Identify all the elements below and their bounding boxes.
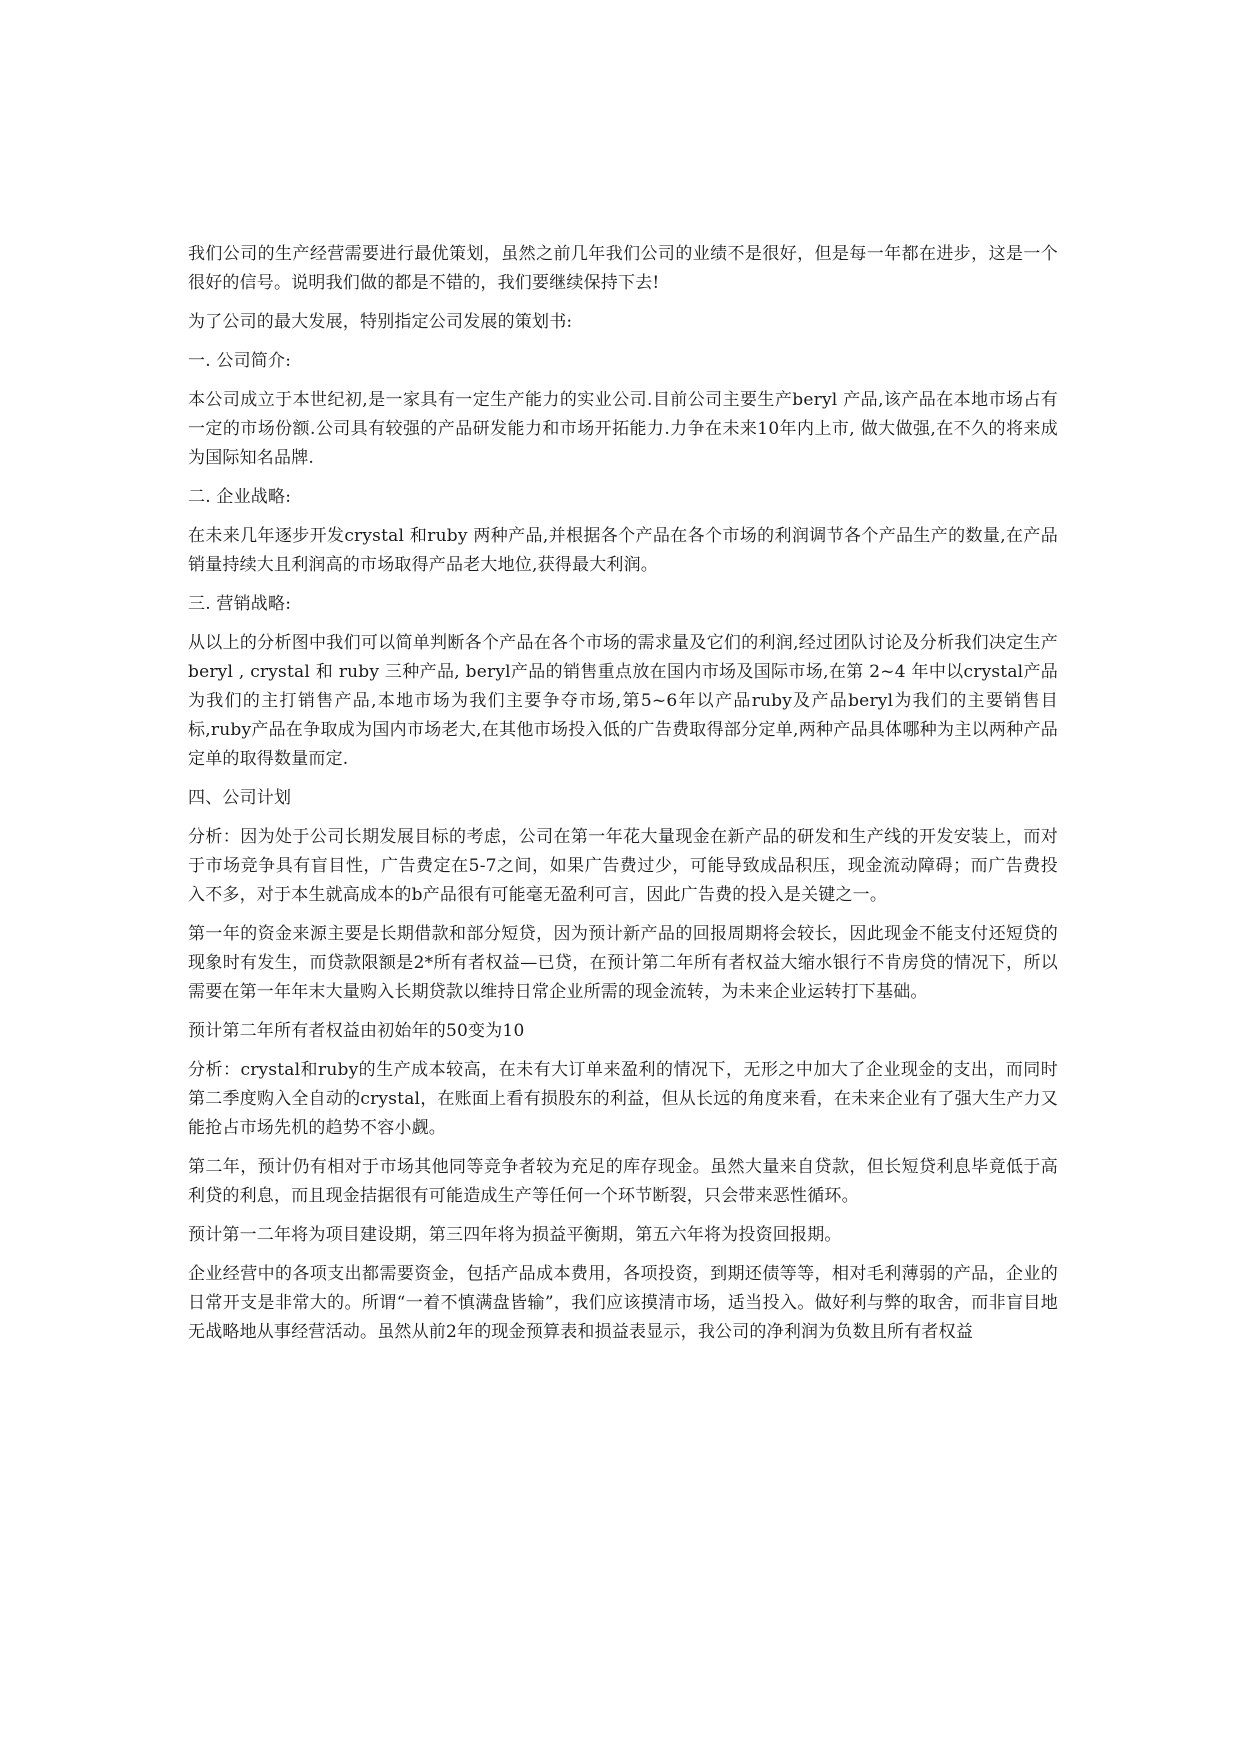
paragraph-intro: 我们公司的生产经营需要进行最优策划，虽然之前几年我们公司的业绩不是很好，但是每一年都在进步，这是一个很好的信号。说明我们做的都是不错的，我们要继续保持下去! [188,244,1058,293]
paragraph-marketing-strategy: 从以上的分析图中我们可以简单判断各个产品在各个市场的需求量及它们的利润,经过团队讨论及分析我们决定生产beryl , crystal 和 ruby 三种产品, beryl产品的销售重点放在国内市场及国际市场,在第 2~4 年中以crystal产品为我们的主打销售产品,本地市场为我们主要争夺市场,第5~6年以产品ruby及产品beryl为我们的主要销售目标,ruby产品在争取成为国内市场老大,在其他市场投入低的广告费取得部分定单,两种产品具体哪种为主以两种产品定单的取得数量而定. [188,633,1058,769]
paragraph-corporate-strategy: 在未来几年逐步开发crystal 和ruby 两种产品,并根据各个产品在各个市场的利润调节各个产品生产的数量,在产品销量持续大且利润高的市场取得产品老大地位,获得最大利润。 [188,526,1058,575]
paragraph-expenditure: 企业经营中的各项支出都需要资金，包括产品成本费用，各项投资，到期还债等等，相对毛利薄弱的产品，企业的日常开支是非常大的。所谓“一着不慎满盘皆输”，我们应该摸清市场，适当投入。做好利与弊的取舍，而非盲目地无战略地从事经营活动。虽然从前2年的现金预算表和损益表显示，我公司的净利润为负数且所有者权益 [188,1264,1058,1342]
section-heading-company-profile: 一. 公司简介: [188,351,292,371]
paragraph-funding-sources: 第一年的资金来源主要是长期借款和部分短贷，因为预计新产品的回报周期将会较长，因此现金不能支付还短贷的现象时有发生，而贷款限额是2*所有者权益—已贷，在预计第二年所有者权益大缩水银行不肯房贷的情况下，所以需要在第一年年末大量购入长期贷款以维持日常企业所需的现金流转，为未来企业运转打下基础。 [188,924,1058,1002]
section-heading-company-plan: 四、公司计划 [188,788,292,808]
paragraph-company-profile: 本公司成立于本世纪初,是一家具有一定生产能力的实业公司.目前公司主要生产beryl 产品,该产品在本地市场占有一定的市场份额.公司具有较强的产品研发能力和市场开拓能力.力争在未来10年内上市, 做大做强,在不久的将来成为国际知名品牌. [188,390,1058,468]
section-heading-marketing-strategy: 三. 营销战略: [188,594,292,614]
paragraph-year-two-cash: 第二年，预计仍有相对于市场其他同等竞争者较为充足的库存现金。虽然大量来自贷款，但长短贷利息毕竟低于高利贷的利息，而且现金拮据很有可能造成生产等任何一个环节断裂，只会带来恶性循环。 [188,1157,1058,1206]
paragraph-plan-statement: 为了公司的最大发展，特别指定公司发展的策划书: [188,312,573,332]
paragraph-project-phases: 预计第一二年将为项目建设期，第三四年将为损益平衡期，第五六年将为投资回报期。 [188,1225,842,1245]
section-heading-corporate-strategy: 二. 企业战略: [188,487,292,507]
paragraph-analysis-production-cost: 分析：crystal和ruby的生产成本较高，在未有大订单来盈利的情况下，无形之中加大了企业现金的支出，而同时第二季度购入全自动的crystal，在账面上看有损股东的利益，但从长远的角度来看，在未来企业有了强大生产力又能抢占市场先机的趋势不容小觑。 [188,1060,1058,1138]
paragraph-analysis-year-one: 分析：因为处于公司长期发展目标的考虑，公司在第一年花大量现金在新产品的研发和生产线的开发安装上，而对于市场竞争具有盲目性，广告费定在5-7之间，如果广告费过少，可能导致成品积压，现金流动障碍；而广告费投入不多，对于本生就高成本的b产品很有可能毫无盈利可言，因此广告费的投入是关键之一。 [188,827,1058,905]
document-body [188,240,1058,1357]
paragraph-equity-forecast: 预计第二年所有者权益由初始年的50变为10 [188,1021,525,1041]
